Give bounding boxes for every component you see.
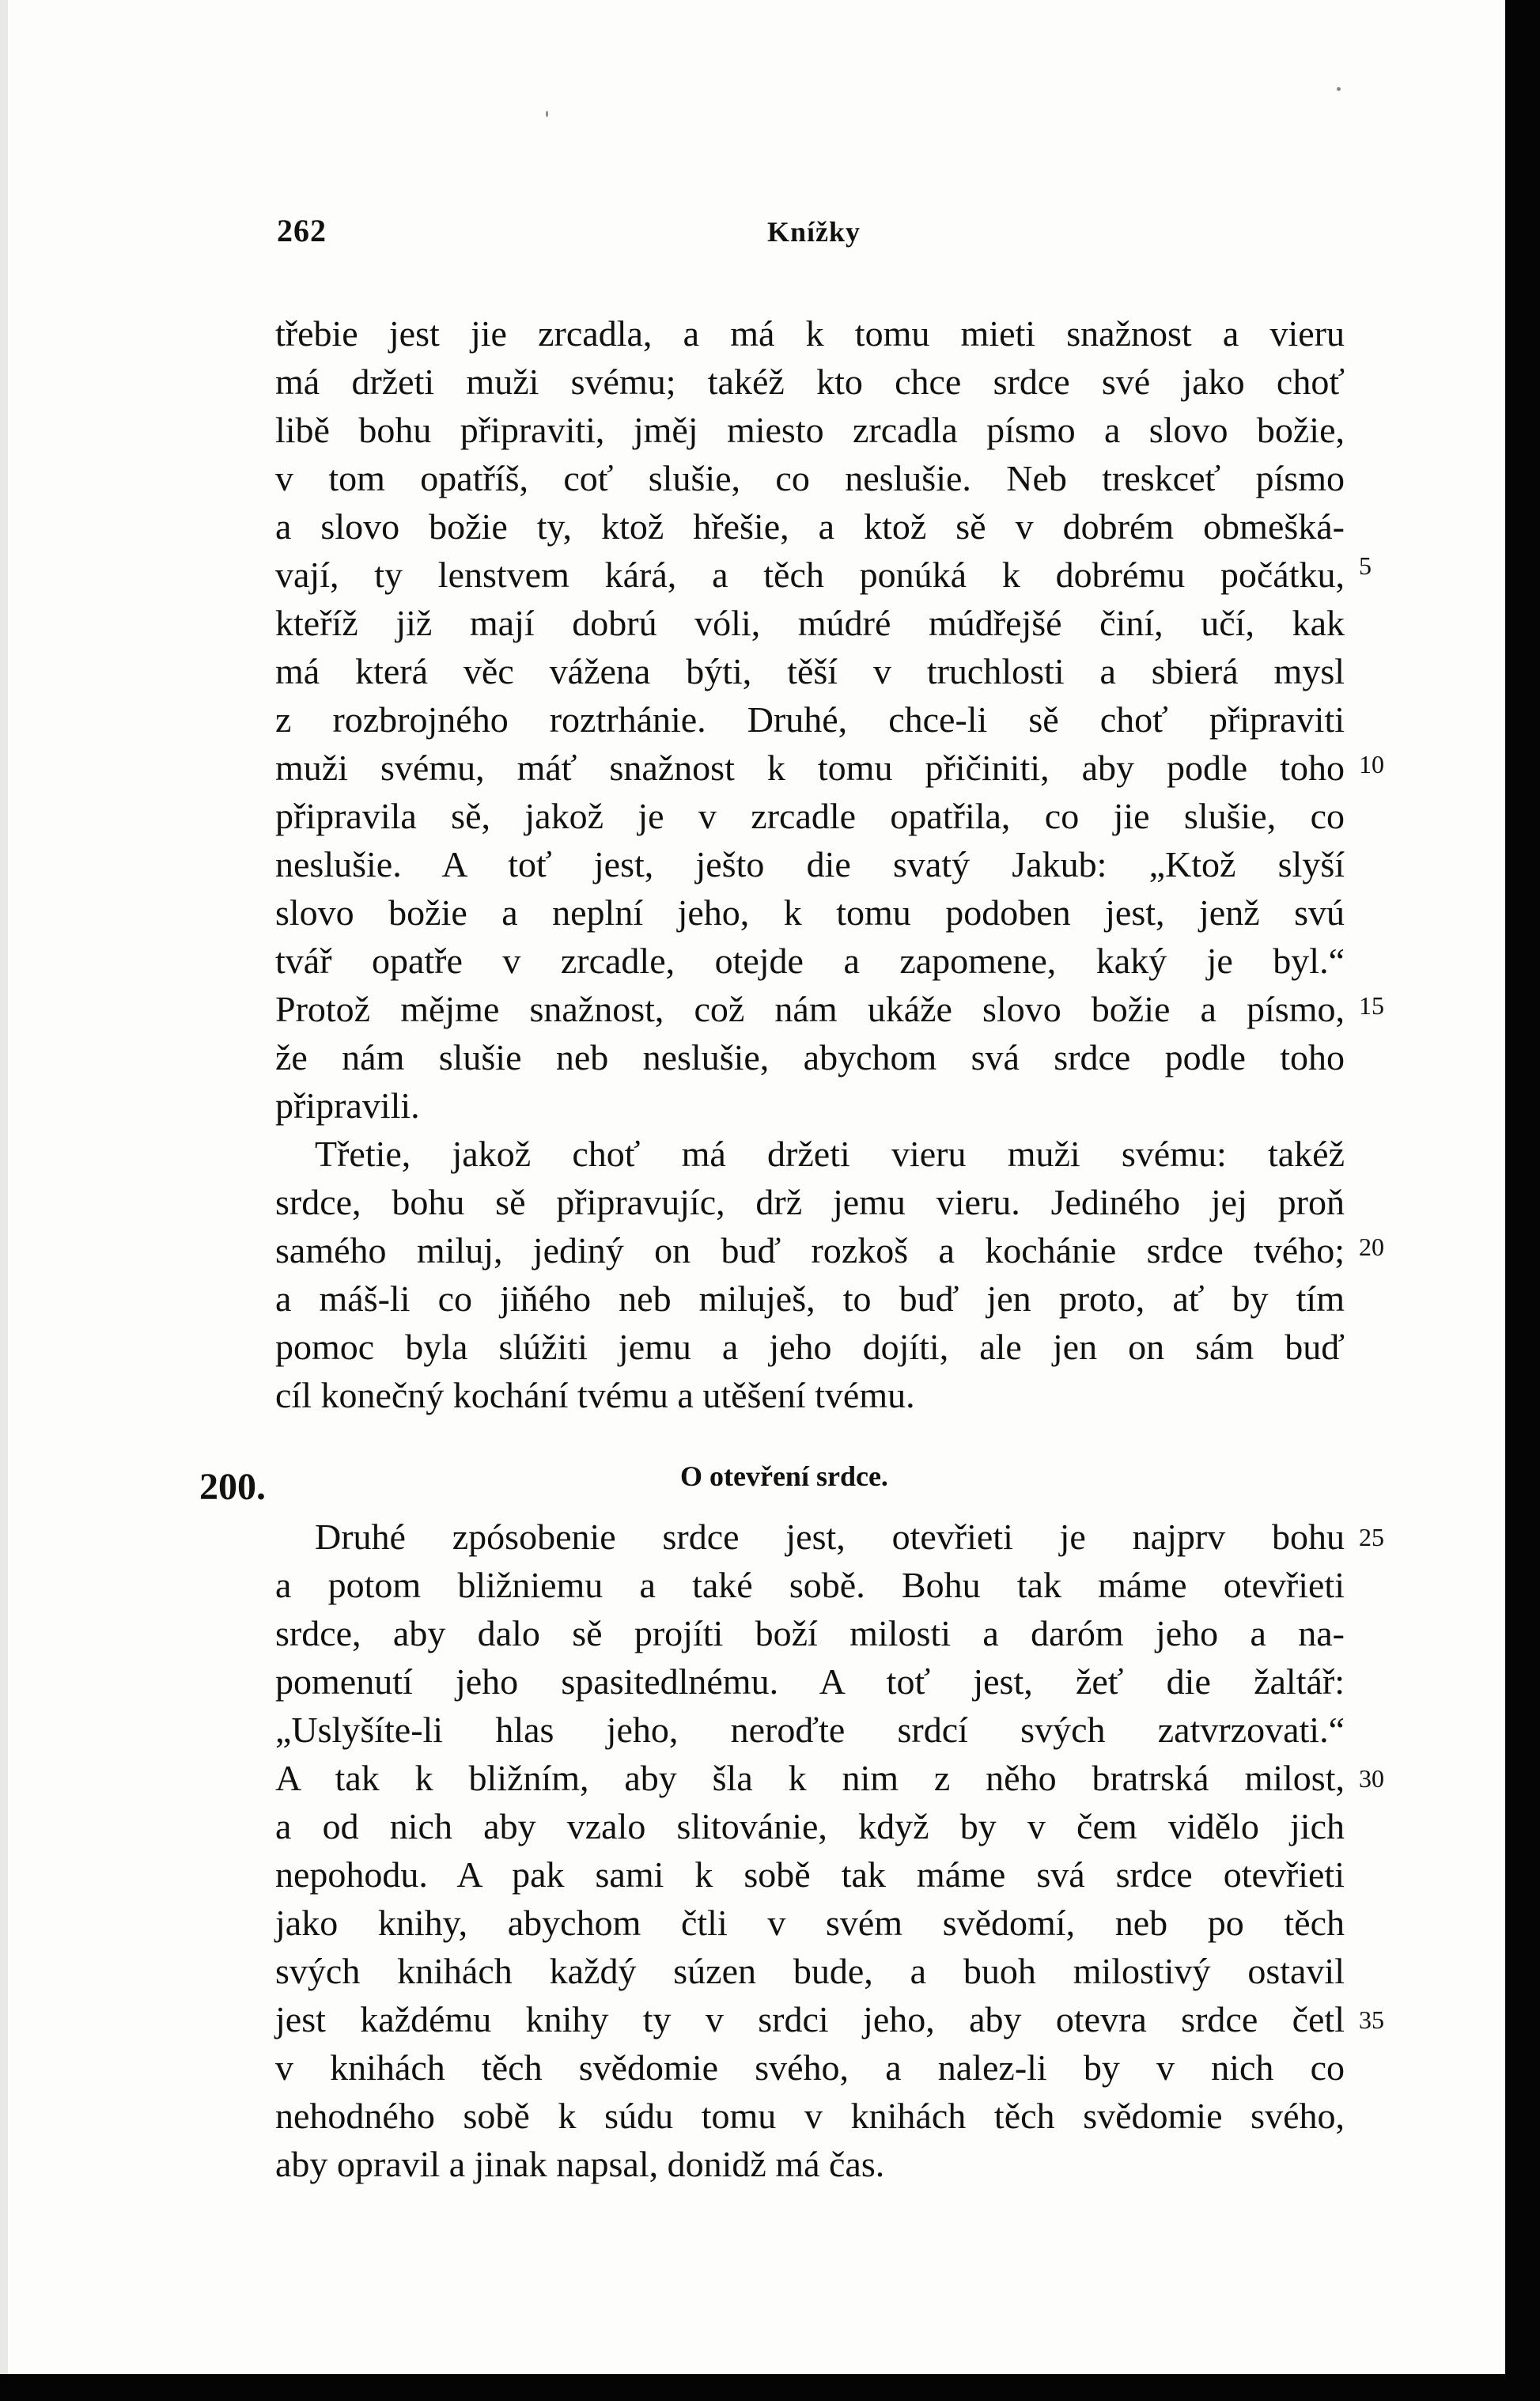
scan-border-bottom bbox=[0, 2374, 1540, 2401]
text-line: slovo božie a neplní jeho, k tomu podoben jest, jenž svú bbox=[275, 892, 1345, 933]
paragraph-2 bbox=[275, 1130, 1345, 1419]
margin-line-number: 20 bbox=[1359, 1233, 1384, 1261]
text-line: a potom bližniemu a také sobě. Bohu tak máme otevřieti bbox=[275, 1565, 1345, 1605]
margin-line-number: 30 bbox=[1359, 1764, 1384, 1793]
text-line: kteříž již mají dobrú vóli, múdré múdřejšé činí, učí, kak bbox=[275, 603, 1345, 643]
text-line: a slovo božie ty, ktož hřešie, a ktož sě v dobrém obmešká- bbox=[275, 506, 1345, 547]
text-line: tvář opatře v zrcadle, otejde a zapomene, kaký je byl.“ bbox=[275, 941, 1345, 981]
text-line: aby opravil a jinak napsal, donidž má čas. bbox=[275, 2144, 885, 2184]
section-title: O otevření srdce. bbox=[680, 1460, 888, 1492]
text-line: třebie jest jie zrcadla, a má k tomu mieti snažnost a vieru bbox=[275, 313, 1345, 354]
page-header bbox=[277, 212, 1345, 259]
text-line: srdce, aby dalo sě projíti boží milosti a daróm jeho a na- bbox=[275, 1613, 1345, 1653]
text-line: libě bohu připraviti, jměj miesto zrcadla písmo a slovo božie, bbox=[275, 410, 1345, 450]
text-line: svých knihách každý súzen bude, a buoh milostivý ostavil bbox=[275, 1951, 1345, 1991]
scan-edge-left bbox=[0, 0, 8, 2401]
scan-speck bbox=[1337, 87, 1341, 91]
margin-line-number: 35 bbox=[1359, 2005, 1384, 2034]
margin-line-number: 15 bbox=[1359, 991, 1384, 1020]
text-line: neslušie. A toť jest, ještо die svatý Jakub: „Ktož slyší bbox=[275, 844, 1345, 884]
text-line: „Uslyšíte-li hlas jeho, neroďte srdcí svých zatvrzovati.“ bbox=[275, 1710, 1345, 1750]
text-line: cíl konečný kochání tvému a utěšení tvému. bbox=[275, 1375, 915, 1415]
text-line: a máš-li co jiňého neb miluješ, to buď jen proto, ať by tím bbox=[275, 1278, 1345, 1319]
text-line: srdce, bohu sě připravujíc, drž jemu vieru. Jediného jej proň bbox=[275, 1182, 1345, 1222]
margin-line-number: 5 bbox=[1359, 551, 1372, 580]
text-line: v knihách těch svědomie svého, a nalez-li by v nich co bbox=[275, 2047, 1345, 2088]
text-line: nepohodu. A pak sami k sobě tak máme svá srdce otevřieti bbox=[275, 1854, 1345, 1895]
text-line: z rozbrojného roztrhánie. Druhé, chce-li sě choť připraviti bbox=[275, 699, 1345, 740]
margin-line-number: 25 bbox=[1359, 1523, 1384, 1551]
text-line: Protož mějme snažnost, což nám ukáže slovo božie a písmo, bbox=[275, 989, 1345, 1029]
scan-speck bbox=[546, 111, 548, 117]
paragraph-1 bbox=[275, 309, 1345, 1130]
text-line: A tak k bližním, aby šla k nim z něho bratrská milost, bbox=[275, 1758, 1345, 1798]
text-line: Druhé zpósobenie srdce jest, otevřieti je najprv bohu bbox=[315, 1517, 1345, 1557]
page-number: 262 bbox=[277, 213, 327, 248]
section-number: 200. bbox=[199, 1466, 266, 1508]
text-line: v tom opatříš, coť slušie, co neslušie. Neb treskceť písmo bbox=[275, 458, 1345, 498]
running-title: Knížky bbox=[767, 216, 861, 248]
text-line: jako knihy, abychom čtli v svém svědomí, neb po těch bbox=[275, 1903, 1345, 1943]
text-line: připravili. bbox=[275, 1085, 420, 1126]
text-line: má která věc vážena býti, těší v truchlosti a sbierá mysl bbox=[275, 651, 1345, 691]
text-line: pomoc byla slúžiti jemu a jeho dojíti, ale jen on sám buď bbox=[275, 1327, 1345, 1367]
scan-border-right bbox=[1505, 0, 1540, 2401]
margin-line-number: 10 bbox=[1359, 750, 1384, 778]
text-line: vají, ty lenstvem kárá, a těch ponúká k dobrému počátku, bbox=[275, 555, 1345, 595]
paragraph-3 bbox=[275, 1513, 1345, 2188]
text-line: a od nich aby vzalo slitovánie, když by v čem vidělo jich bbox=[275, 1806, 1345, 1846]
text-line: pomenutí jeho spasitedlnému. A toť jest, žeť die žaltář: bbox=[275, 1661, 1345, 1702]
text-line: muži svému, máť snažnost k tomu přičiniti, aby podle toho bbox=[275, 748, 1345, 788]
text-line: připravila sě, jakož je v zrcadle opatřila, co jie slušie, co bbox=[275, 796, 1345, 836]
text-line: má držeti muži svému; takéž kto chce srdce své jako choť bbox=[275, 362, 1345, 402]
text-line: samého miluj, jediný on buď rozkoš a kochánie srdce tvého; bbox=[275, 1230, 1345, 1271]
text-line: že nám slušie neb neslušie, abychom svá srdce podle toho bbox=[275, 1037, 1345, 1077]
text-line: nehodného sobě k súdu tomu v knihách těch svědomie svého, bbox=[275, 2096, 1345, 2136]
text-line: Třetie, jakož choť má držeti vieru muži svému: takéž bbox=[315, 1134, 1345, 1174]
text-line: jest každému knihy ty v srdci jeho, aby otevra srdce četl bbox=[275, 1999, 1345, 2039]
